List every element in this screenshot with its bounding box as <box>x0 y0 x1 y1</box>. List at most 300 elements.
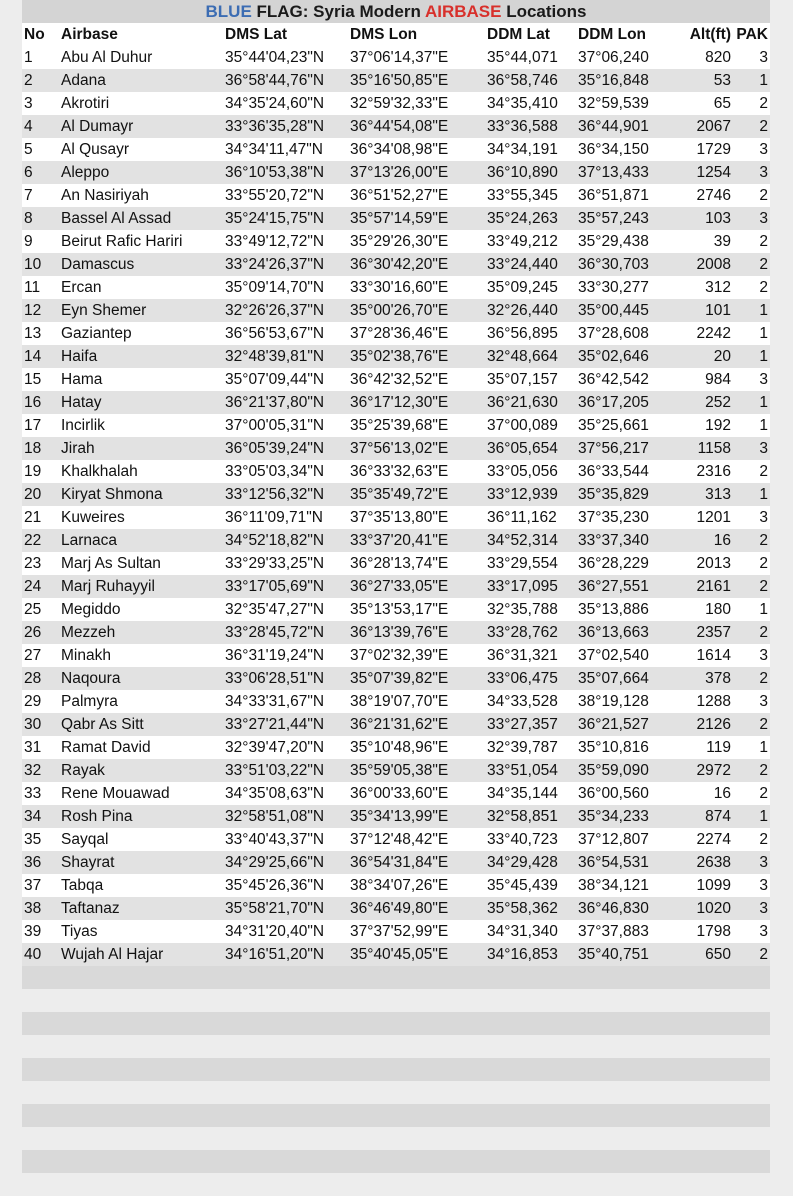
cell-col-airbase: Ercan <box>59 276 223 299</box>
cell-col-airbase: Jirah <box>59 437 223 460</box>
header-col-ddm-lat: DDM Lat <box>485 23 576 46</box>
cell-col-pak: 3 <box>733 207 770 230</box>
cell-col-ddm-lat: 33°49,212 <box>485 230 576 253</box>
cell-col-no: 21 <box>22 506 59 529</box>
kneeboard-sheet <box>22 0 770 1173</box>
cell-col-airbase: Naqoura <box>59 667 223 690</box>
cell-col-alt: 39 <box>662 230 733 253</box>
cell-col-pak: 1 <box>733 736 770 759</box>
table-row <box>22 920 770 943</box>
cell-col-dms-lat: 34°34'11,47"N <box>223 138 348 161</box>
empty-row <box>22 1127 770 1150</box>
cell-col-airbase: Kuweires <box>59 506 223 529</box>
cell-col-dms-lat: 36°05'39,24"N <box>223 437 348 460</box>
cell-col-pak: 2 <box>733 667 770 690</box>
cell-col-dms-lon: 35°57'14,59"E <box>348 207 485 230</box>
cell-col-ddm-lon: 37°56,217 <box>576 437 662 460</box>
cell-col-airbase: Bassel Al Assad <box>59 207 223 230</box>
cell-col-dms-lat: 33°36'35,28"N <box>223 115 348 138</box>
cell-col-dms-lat: 33°17'05,69"N <box>223 575 348 598</box>
cell-col-airbase: An Nasiriyah <box>59 184 223 207</box>
cell-col-alt: 313 <box>662 483 733 506</box>
cell-col-ddm-lat: 33°40,723 <box>485 828 576 851</box>
table-row <box>22 713 770 736</box>
cell-col-pak: 1 <box>733 69 770 92</box>
table-row <box>22 460 770 483</box>
cell-col-dms-lon: 37°37'52,99"E <box>348 920 485 943</box>
empty-row <box>22 1150 770 1173</box>
cell-col-airbase: Tiyas <box>59 920 223 943</box>
cell-col-airbase: Hatay <box>59 391 223 414</box>
cell-col-pak: 2 <box>733 552 770 575</box>
cell-col-alt: 312 <box>662 276 733 299</box>
cell-col-no: 25 <box>22 598 59 621</box>
cell-col-alt: 2274 <box>662 828 733 851</box>
cell-col-alt: 65 <box>662 92 733 115</box>
table-row <box>22 322 770 345</box>
cell-col-pak: 1 <box>733 483 770 506</box>
cell-col-no: 4 <box>22 115 59 138</box>
cell-col-airbase: Al Dumayr <box>59 115 223 138</box>
cell-col-ddm-lon: 36°54,531 <box>576 851 662 874</box>
cell-col-airbase: Abu Al Duhur <box>59 46 223 69</box>
cell-col-dms-lon: 37°28'36,46"E <box>348 322 485 345</box>
cell-col-ddm-lat: 36°21,630 <box>485 391 576 414</box>
cell-col-airbase: Khalkhalah <box>59 460 223 483</box>
cell-col-alt: 2316 <box>662 460 733 483</box>
cell-col-dms-lat: 32°35'47,27"N <box>223 598 348 621</box>
cell-col-dms-lat: 33°40'43,37"N <box>223 828 348 851</box>
cell-col-alt: 984 <box>662 368 733 391</box>
cell-col-dms-lat: 32°58'51,08"N <box>223 805 348 828</box>
cell-col-dms-lon: 36°51'52,27"E <box>348 184 485 207</box>
cell-col-pak: 3 <box>733 690 770 713</box>
cell-col-ddm-lat: 35°45,439 <box>485 874 576 897</box>
cell-col-pak: 2 <box>733 460 770 483</box>
cell-col-ddm-lon: 36°51,871 <box>576 184 662 207</box>
cell-col-dms-lat: 34°35'08,63"N <box>223 782 348 805</box>
cell-col-ddm-lon: 38°19,128 <box>576 690 662 713</box>
cell-col-dms-lon: 36°13'39,76"E <box>348 621 485 644</box>
cell-col-no: 34 <box>22 805 59 828</box>
cell-col-no: 14 <box>22 345 59 368</box>
cell-col-dms-lon: 36°54'31,84"E <box>348 851 485 874</box>
cell-col-ddm-lon: 35°07,664 <box>576 667 662 690</box>
cell-col-airbase: Tabqa <box>59 874 223 897</box>
cell-col-ddm-lat: 36°05,654 <box>485 437 576 460</box>
cell-col-dms-lat: 33°51'03,22"N <box>223 759 348 782</box>
cell-col-dms-lon: 33°37'20,41"E <box>348 529 485 552</box>
cell-col-no: 11 <box>22 276 59 299</box>
cell-col-ddm-lat: 36°58,746 <box>485 69 576 92</box>
cell-col-no: 33 <box>22 782 59 805</box>
cell-col-alt: 378 <box>662 667 733 690</box>
empty-row <box>22 1058 770 1081</box>
cell-col-airbase: Megiddo <box>59 598 223 621</box>
cell-col-dms-lat: 36°58'44,76"N <box>223 69 348 92</box>
cell-col-dms-lat: 34°29'25,66"N <box>223 851 348 874</box>
cell-col-dms-lat: 33°55'20,72"N <box>223 184 348 207</box>
cell-col-dms-lat: 35°44'04,23"N <box>223 46 348 69</box>
cell-col-pak: 2 <box>733 529 770 552</box>
cell-col-pak: 2 <box>733 713 770 736</box>
cell-col-alt: 192 <box>662 414 733 437</box>
empty-row <box>22 989 770 1012</box>
cell-col-dms-lat: 33°24'26,37"N <box>223 253 348 276</box>
cell-col-no: 19 <box>22 460 59 483</box>
table-row <box>22 805 770 828</box>
cell-col-pak: 2 <box>733 575 770 598</box>
cell-col-dms-lon: 36°30'42,20"E <box>348 253 485 276</box>
cell-col-airbase: Ramat David <box>59 736 223 759</box>
cell-col-airbase: Beirut Rafic Hariri <box>59 230 223 253</box>
cell-col-ddm-lon: 35°02,646 <box>576 345 662 368</box>
cell-col-no: 26 <box>22 621 59 644</box>
header-col-ddm-lon: DDM Lon <box>576 23 662 46</box>
cell-col-ddm-lon: 32°59,539 <box>576 92 662 115</box>
cell-col-dms-lon: 35°10'48,96"E <box>348 736 485 759</box>
table-row <box>22 529 770 552</box>
cell-col-ddm-lon: 37°06,240 <box>576 46 662 69</box>
cell-col-alt: 2067 <box>662 115 733 138</box>
cell-col-dms-lat: 33°27'21,44"N <box>223 713 348 736</box>
header-col-no: No <box>22 23 59 46</box>
cell-col-ddm-lon: 35°16,848 <box>576 69 662 92</box>
cell-col-dms-lat: 35°24'15,75"N <box>223 207 348 230</box>
cell-col-dms-lat: 34°31'20,40"N <box>223 920 348 943</box>
cell-col-no: 3 <box>22 92 59 115</box>
cell-col-dms-lon: 38°34'07,26"E <box>348 874 485 897</box>
cell-col-alt: 180 <box>662 598 733 621</box>
cell-col-alt: 16 <box>662 529 733 552</box>
airbase-table <box>22 23 770 966</box>
table-row <box>22 828 770 851</box>
cell-col-ddm-lon: 37°12,807 <box>576 828 662 851</box>
cell-col-ddm-lon: 37°35,230 <box>576 506 662 529</box>
table-row <box>22 161 770 184</box>
cell-col-dms-lon: 36°33'32,63"E <box>348 460 485 483</box>
cell-col-airbase: Larnaca <box>59 529 223 552</box>
table-row <box>22 943 770 966</box>
cell-col-no: 29 <box>22 690 59 713</box>
cell-col-airbase: Shayrat <box>59 851 223 874</box>
cell-col-no: 20 <box>22 483 59 506</box>
cell-col-dms-lon: 36°27'33,05"E <box>348 575 485 598</box>
table-row <box>22 276 770 299</box>
table-row <box>22 667 770 690</box>
cell-col-no: 37 <box>22 874 59 897</box>
cell-col-alt: 1099 <box>662 874 733 897</box>
cell-col-dms-lat: 35°07'09,44"N <box>223 368 348 391</box>
cell-col-no: 1 <box>22 46 59 69</box>
cell-col-no: 2 <box>22 69 59 92</box>
cell-col-airbase: Gaziantep <box>59 322 223 345</box>
cell-col-ddm-lat: 33°36,588 <box>485 115 576 138</box>
cell-col-airbase: Al Qusayr <box>59 138 223 161</box>
cell-col-dms-lon: 35°35'49,72"E <box>348 483 485 506</box>
cell-col-dms-lon: 36°46'49,80"E <box>348 897 485 920</box>
cell-col-ddm-lat: 32°35,788 <box>485 598 576 621</box>
table-row <box>22 46 770 69</box>
cell-col-dms-lon: 36°44'54,08"E <box>348 115 485 138</box>
cell-col-ddm-lat: 36°31,321 <box>485 644 576 667</box>
cell-col-pak: 1 <box>733 805 770 828</box>
cell-col-airbase: Eyn Shemer <box>59 299 223 322</box>
cell-col-airbase: Rayak <box>59 759 223 782</box>
cell-col-ddm-lon: 35°13,886 <box>576 598 662 621</box>
cell-col-alt: 1729 <box>662 138 733 161</box>
cell-col-ddm-lat: 34°52,314 <box>485 529 576 552</box>
cell-col-airbase: Rosh Pina <box>59 805 223 828</box>
title-red-word: AIRBASE <box>424 2 502 21</box>
cell-col-dms-lon: 37°56'13,02"E <box>348 437 485 460</box>
cell-col-pak: 3 <box>733 161 770 184</box>
cell-col-pak: 1 <box>733 598 770 621</box>
cell-col-pak: 3 <box>733 506 770 529</box>
table-row <box>22 69 770 92</box>
cell-col-ddm-lat: 35°09,245 <box>485 276 576 299</box>
cell-col-pak: 2 <box>733 828 770 851</box>
table-row <box>22 506 770 529</box>
cell-col-alt: 16 <box>662 782 733 805</box>
cell-col-dms-lon: 37°02'32,39"E <box>348 644 485 667</box>
cell-col-dms-lat: 32°39'47,20"N <box>223 736 348 759</box>
cell-col-no: 39 <box>22 920 59 943</box>
cell-col-pak: 1 <box>733 391 770 414</box>
cell-col-ddm-lon: 36°42,542 <box>576 368 662 391</box>
cell-col-pak: 2 <box>733 115 770 138</box>
cell-col-pak: 2 <box>733 782 770 805</box>
cell-col-alt: 2013 <box>662 552 733 575</box>
cell-col-dms-lon: 38°19'07,70"E <box>348 690 485 713</box>
cell-col-pak: 2 <box>733 230 770 253</box>
cell-col-pak: 3 <box>733 46 770 69</box>
cell-col-alt: 1614 <box>662 644 733 667</box>
cell-col-alt: 2972 <box>662 759 733 782</box>
cell-col-pak: 2 <box>733 92 770 115</box>
cell-col-no: 32 <box>22 759 59 782</box>
cell-col-airbase: Aleppo <box>59 161 223 184</box>
cell-col-no: 9 <box>22 230 59 253</box>
header-col-dms-lon: DMS Lon <box>348 23 485 46</box>
cell-col-airbase: Sayqal <box>59 828 223 851</box>
cell-col-airbase: Akrotiri <box>59 92 223 115</box>
cell-col-pak: 2 <box>733 276 770 299</box>
empty-row <box>22 1012 770 1035</box>
cell-col-ddm-lat: 36°10,890 <box>485 161 576 184</box>
cell-col-pak: 3 <box>733 897 770 920</box>
table-row <box>22 598 770 621</box>
table-row <box>22 483 770 506</box>
table-row <box>22 736 770 759</box>
cell-col-pak: 3 <box>733 851 770 874</box>
cell-col-ddm-lat: 33°06,475 <box>485 667 576 690</box>
table-row <box>22 368 770 391</box>
cell-col-dms-lat: 35°58'21,70"N <box>223 897 348 920</box>
cell-col-ddm-lon: 36°13,663 <box>576 621 662 644</box>
cell-col-ddm-lat: 32°26,440 <box>485 299 576 322</box>
cell-col-no: 28 <box>22 667 59 690</box>
cell-col-airbase: Hama <box>59 368 223 391</box>
cell-col-alt: 1798 <box>662 920 733 943</box>
page-title <box>22 0 770 23</box>
cell-col-alt: 1254 <box>662 161 733 184</box>
cell-col-ddm-lat: 33°24,440 <box>485 253 576 276</box>
cell-col-ddm-lat: 36°11,162 <box>485 506 576 529</box>
cell-col-airbase: Palmyra <box>59 690 223 713</box>
cell-col-no: 12 <box>22 299 59 322</box>
table-row <box>22 575 770 598</box>
cell-col-dms-lon: 37°35'13,80"E <box>348 506 485 529</box>
cell-col-dms-lon: 37°12'48,42"E <box>348 828 485 851</box>
cell-col-dms-lat: 33°28'45,72"N <box>223 621 348 644</box>
cell-col-dms-lon: 35°34'13,99"E <box>348 805 485 828</box>
cell-col-airbase: Adana <box>59 69 223 92</box>
cell-col-alt: 101 <box>662 299 733 322</box>
cell-col-no: 5 <box>22 138 59 161</box>
table-row <box>22 345 770 368</box>
cell-col-alt: 820 <box>662 46 733 69</box>
table-row <box>22 92 770 115</box>
cell-col-alt: 650 <box>662 943 733 966</box>
cell-col-ddm-lon: 36°00,560 <box>576 782 662 805</box>
cell-col-no: 17 <box>22 414 59 437</box>
cell-col-alt: 874 <box>662 805 733 828</box>
table-row <box>22 299 770 322</box>
cell-col-ddm-lon: 36°30,703 <box>576 253 662 276</box>
cell-col-ddm-lon: 37°28,608 <box>576 322 662 345</box>
cell-col-no: 40 <box>22 943 59 966</box>
cell-col-dms-lon: 35°29'26,30"E <box>348 230 485 253</box>
cell-col-dms-lon: 36°00'33,60"E <box>348 782 485 805</box>
cell-col-dms-lat: 37°00'05,31"N <box>223 414 348 437</box>
cell-col-airbase: Taftanaz <box>59 897 223 920</box>
title-end: Locations <box>501 2 587 21</box>
cell-col-ddm-lat: 32°58,851 <box>485 805 576 828</box>
cell-col-ddm-lon: 35°40,751 <box>576 943 662 966</box>
cell-col-dms-lat: 34°52'18,82"N <box>223 529 348 552</box>
table-row <box>22 552 770 575</box>
cell-col-ddm-lon: 36°44,901 <box>576 115 662 138</box>
cell-col-no: 23 <box>22 552 59 575</box>
cell-col-dms-lon: 33°30'16,60"E <box>348 276 485 299</box>
title-blue-word: BLUE <box>205 2 252 21</box>
cell-col-dms-lat: 32°48'39,81"N <box>223 345 348 368</box>
cell-col-no: 13 <box>22 322 59 345</box>
cell-col-alt: 2242 <box>662 322 733 345</box>
cell-col-ddm-lat: 33°51,054 <box>485 759 576 782</box>
table-row <box>22 253 770 276</box>
cell-col-ddm-lat: 35°07,157 <box>485 368 576 391</box>
cell-col-ddm-lat: 33°28,762 <box>485 621 576 644</box>
cell-col-ddm-lat: 33°29,554 <box>485 552 576 575</box>
cell-col-ddm-lon: 36°34,150 <box>576 138 662 161</box>
cell-col-dms-lat: 34°16'51,20"N <box>223 943 348 966</box>
table-row <box>22 391 770 414</box>
cell-col-no: 38 <box>22 897 59 920</box>
cell-col-ddm-lon: 35°10,816 <box>576 736 662 759</box>
cell-col-no: 18 <box>22 437 59 460</box>
cell-col-ddm-lon: 36°28,229 <box>576 552 662 575</box>
table-body <box>22 46 770 966</box>
table-row <box>22 874 770 897</box>
cell-col-airbase: Haifa <box>59 345 223 368</box>
cell-col-alt: 20 <box>662 345 733 368</box>
table-row <box>22 437 770 460</box>
cell-col-airbase: Marj As Sultan <box>59 552 223 575</box>
table-row <box>22 897 770 920</box>
cell-col-ddm-lon: 36°17,205 <box>576 391 662 414</box>
table-row <box>22 621 770 644</box>
cell-col-alt: 2126 <box>662 713 733 736</box>
cell-col-pak: 2 <box>733 184 770 207</box>
cell-col-airbase: Mezzeh <box>59 621 223 644</box>
table-row <box>22 115 770 138</box>
cell-col-alt: 1201 <box>662 506 733 529</box>
cell-col-dms-lat: 33°06'28,51"N <box>223 667 348 690</box>
cell-col-alt: 119 <box>662 736 733 759</box>
cell-col-ddm-lon: 33°30,277 <box>576 276 662 299</box>
cell-col-alt: 2357 <box>662 621 733 644</box>
cell-col-dms-lat: 35°45'26,36"N <box>223 874 348 897</box>
cell-col-pak: 1 <box>733 345 770 368</box>
cell-col-ddm-lat: 34°35,144 <box>485 782 576 805</box>
cell-col-ddm-lat: 36°56,895 <box>485 322 576 345</box>
header-col-pak: PAK <box>733 23 770 46</box>
empty-row <box>22 966 770 989</box>
cell-col-dms-lon: 37°13'26,00"E <box>348 161 485 184</box>
header-col-dms-lat: DMS Lat <box>223 23 348 46</box>
cell-col-no: 35 <box>22 828 59 851</box>
cell-col-ddm-lat: 35°44,071 <box>485 46 576 69</box>
cell-col-ddm-lat: 33°05,056 <box>485 460 576 483</box>
cell-col-ddm-lon: 35°25,661 <box>576 414 662 437</box>
empty-row <box>22 1035 770 1058</box>
cell-col-dms-lat: 36°56'53,67"N <box>223 322 348 345</box>
cell-col-pak: 1 <box>733 322 770 345</box>
cell-col-ddm-lat: 37°00,089 <box>485 414 576 437</box>
cell-col-dms-lat: 36°10'53,38"N <box>223 161 348 184</box>
cell-col-ddm-lon: 35°34,233 <box>576 805 662 828</box>
cell-col-dms-lat: 35°09'14,70"N <box>223 276 348 299</box>
cell-col-dms-lon: 36°42'32,52"E <box>348 368 485 391</box>
cell-col-ddm-lat: 34°29,428 <box>485 851 576 874</box>
cell-col-ddm-lon: 35°35,829 <box>576 483 662 506</box>
cell-col-dms-lat: 36°31'19,24"N <box>223 644 348 667</box>
cell-col-ddm-lon: 37°13,433 <box>576 161 662 184</box>
cell-col-ddm-lat: 33°12,939 <box>485 483 576 506</box>
cell-col-no: 7 <box>22 184 59 207</box>
table-row <box>22 184 770 207</box>
cell-col-airbase: Damascus <box>59 253 223 276</box>
cell-col-ddm-lon: 33°37,340 <box>576 529 662 552</box>
cell-col-ddm-lat: 33°27,357 <box>485 713 576 736</box>
cell-col-dms-lon: 35°02'38,76"E <box>348 345 485 368</box>
cell-col-alt: 2746 <box>662 184 733 207</box>
cell-col-dms-lon: 35°07'39,82"E <box>348 667 485 690</box>
cell-col-dms-lon: 35°40'45,05"E <box>348 943 485 966</box>
table-row <box>22 207 770 230</box>
cell-col-pak: 2 <box>733 253 770 276</box>
cell-col-dms-lon: 36°21'31,62"E <box>348 713 485 736</box>
cell-col-alt: 1020 <box>662 897 733 920</box>
cell-col-alt: 2638 <box>662 851 733 874</box>
header-col-airbase: Airbase <box>59 23 223 46</box>
cell-col-pak: 3 <box>733 138 770 161</box>
cell-col-ddm-lon: 36°27,551 <box>576 575 662 598</box>
cell-col-no: 30 <box>22 713 59 736</box>
cell-col-ddm-lat: 34°35,410 <box>485 92 576 115</box>
